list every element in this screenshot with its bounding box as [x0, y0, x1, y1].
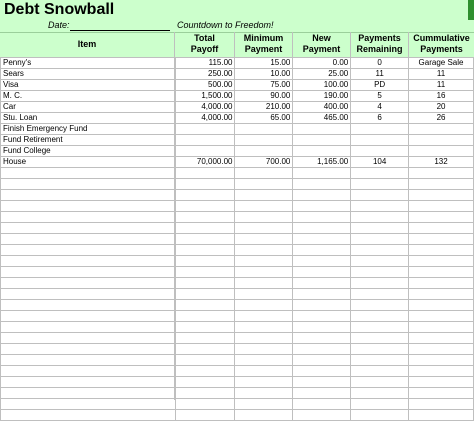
- cell-remaining[interactable]: [351, 124, 409, 135]
- table-row-empty: [1, 267, 474, 278]
- table-row: [1, 58, 474, 69]
- cell-empty[interactable]: [1, 179, 176, 190]
- cell-empty[interactable]: [409, 223, 474, 234]
- cell-empty[interactable]: [175, 377, 235, 388]
- cell-item[interactable]: Fund College: [1, 146, 176, 157]
- cell-empty[interactable]: [293, 333, 351, 344]
- cell-cumulative[interactable]: Garage Sale: [409, 58, 474, 69]
- cell-empty[interactable]: [175, 245, 235, 256]
- table-row-empty: [1, 333, 474, 344]
- cell-empty[interactable]: [351, 223, 409, 234]
- cell-empty[interactable]: [175, 278, 235, 289]
- header-total-line2: Payoff: [190, 44, 219, 54]
- debt-table-body: [1, 58, 474, 421]
- cell-empty[interactable]: [409, 355, 474, 366]
- cell-cumulative[interactable]: 26: [409, 113, 474, 124]
- cell-empty[interactable]: [1, 234, 176, 245]
- cell-empty[interactable]: [1, 256, 176, 267]
- cell-minimum[interactable]: 700.00: [235, 157, 293, 168]
- header-cumulative-line1: Cummulative: [413, 33, 470, 43]
- header-new-payment[interactable]: [293, 32, 350, 56]
- cell-empty[interactable]: [293, 366, 351, 377]
- header-total-payoff[interactable]: [175, 32, 234, 56]
- cell-empty[interactable]: [293, 201, 351, 212]
- cell-empty[interactable]: [351, 234, 409, 245]
- cell-empty[interactable]: [351, 311, 409, 322]
- cell-cumulative[interactable]: 132: [409, 157, 474, 168]
- debt-table: [0, 57, 474, 421]
- table-row-empty: [1, 377, 474, 388]
- cell-empty[interactable]: [351, 267, 409, 278]
- cell-empty[interactable]: [235, 344, 293, 355]
- table-row-empty: [1, 300, 474, 311]
- cell-empty[interactable]: [351, 355, 409, 366]
- cell-empty[interactable]: [235, 333, 293, 344]
- cell-empty[interactable]: [1, 245, 176, 256]
- cell-empty[interactable]: [293, 234, 351, 245]
- table-row: [1, 135, 474, 146]
- cell-item[interactable]: Penny's: [1, 58, 176, 69]
- cell-empty[interactable]: [409, 333, 474, 344]
- cell-empty[interactable]: [293, 179, 351, 190]
- cell-new[interactable]: 0.00: [293, 58, 351, 69]
- cell-empty[interactable]: [293, 355, 351, 366]
- cell-remaining[interactable]: 104: [351, 157, 409, 168]
- cell-empty[interactable]: [235, 410, 293, 421]
- cell-empty[interactable]: [409, 245, 474, 256]
- header-item[interactable]: [0, 32, 174, 56]
- cell-cumulative[interactable]: [409, 124, 474, 135]
- table-row-empty: [1, 212, 474, 223]
- table-row-empty: [1, 278, 474, 289]
- countdown-text: Countdown to Freedom!: [177, 20, 274, 30]
- sheet-title: Debt Snowball: [4, 1, 115, 18]
- cell-remaining[interactable]: 0: [351, 58, 409, 69]
- cell-empty[interactable]: [235, 311, 293, 322]
- table-row-empty: [1, 311, 474, 322]
- cell-empty[interactable]: [351, 168, 409, 179]
- cell-empty[interactable]: [235, 190, 293, 201]
- table-row-empty: [1, 289, 474, 300]
- cell-empty[interactable]: [235, 388, 293, 399]
- cell-empty[interactable]: [175, 201, 235, 212]
- date-label: Date:: [48, 20, 70, 30]
- cell-empty[interactable]: [409, 267, 474, 278]
- cell-empty[interactable]: [293, 388, 351, 399]
- cell-empty[interactable]: [235, 212, 293, 223]
- cell-empty[interactable]: [1, 388, 176, 399]
- cell-empty[interactable]: [175, 256, 235, 267]
- table-row: [1, 80, 474, 91]
- cell-empty[interactable]: [175, 212, 235, 223]
- cell-empty[interactable]: [351, 179, 409, 190]
- cell-minimum[interactable]: 210.00: [235, 102, 293, 113]
- cell-empty[interactable]: [1, 300, 176, 311]
- cell-empty[interactable]: [1, 399, 176, 410]
- cell-empty[interactable]: [293, 256, 351, 267]
- cell-empty[interactable]: [1, 333, 176, 344]
- header-total-line1: Total: [194, 33, 215, 43]
- cell-empty[interactable]: [175, 234, 235, 245]
- table-row: [1, 157, 474, 168]
- cell-empty[interactable]: [351, 245, 409, 256]
- header-minimum-line1: Minimum: [243, 33, 284, 43]
- cell-remaining[interactable]: 11: [351, 69, 409, 80]
- cell-empty[interactable]: [235, 223, 293, 234]
- cell-remaining[interactable]: 6: [351, 113, 409, 124]
- cell-empty[interactable]: [175, 190, 235, 201]
- cell-remaining[interactable]: PD: [351, 80, 409, 91]
- cell-empty[interactable]: [351, 256, 409, 267]
- table-row-empty: [1, 190, 474, 201]
- table-row-empty: [1, 366, 474, 377]
- cell-empty[interactable]: [409, 311, 474, 322]
- cell-empty[interactable]: [235, 366, 293, 377]
- cell-total[interactable]: [175, 135, 235, 146]
- table-row-empty: [1, 234, 474, 245]
- cell-empty[interactable]: [235, 234, 293, 245]
- cell-remaining[interactable]: [351, 135, 409, 146]
- cell-remaining[interactable]: [351, 146, 409, 157]
- cell-empty[interactable]: [1, 366, 176, 377]
- cell-new[interactable]: 400.00: [293, 102, 351, 113]
- table-row: [1, 102, 474, 113]
- cell-empty[interactable]: [293, 212, 351, 223]
- cell-empty[interactable]: [409, 366, 474, 377]
- cell-empty[interactable]: [409, 278, 474, 289]
- cell-empty[interactable]: [351, 212, 409, 223]
- title-row: [0, 0, 474, 21]
- cell-empty[interactable]: [351, 344, 409, 355]
- cell-empty[interactable]: [351, 289, 409, 300]
- header-minimum-line2: Payment: [244, 44, 283, 54]
- cell-empty[interactable]: [409, 377, 474, 388]
- cell-empty[interactable]: [1, 223, 176, 234]
- cell-empty[interactable]: [235, 322, 293, 333]
- cell-empty[interactable]: [235, 267, 293, 278]
- cell-empty[interactable]: [1, 278, 176, 289]
- table-row: [1, 113, 474, 124]
- cell-empty[interactable]: [351, 410, 409, 421]
- cell-empty[interactable]: [293, 377, 351, 388]
- table-row: [1, 69, 474, 80]
- cell-empty[interactable]: [1, 322, 176, 333]
- cell-minimum[interactable]: 10.00: [235, 69, 293, 80]
- cell-empty[interactable]: [175, 322, 235, 333]
- table-row: [1, 124, 474, 135]
- cell-empty[interactable]: [235, 179, 293, 190]
- cell-empty[interactable]: [351, 399, 409, 410]
- cell-empty[interactable]: [351, 333, 409, 344]
- cell-empty[interactable]: [1, 190, 176, 201]
- cell-empty[interactable]: [351, 201, 409, 212]
- cell-empty[interactable]: [175, 179, 235, 190]
- cell-total[interactable]: 4,000.00: [175, 113, 235, 124]
- cell-item[interactable]: Fund Retirement: [1, 135, 176, 146]
- table-row-empty: [1, 245, 474, 256]
- cell-minimum[interactable]: [235, 146, 293, 157]
- header-new-line2: Payment: [302, 44, 341, 54]
- cell-cumulative[interactable]: 16: [409, 91, 474, 102]
- table-row-empty: [1, 355, 474, 366]
- cell-item[interactable]: Finish Emergency Fund: [1, 124, 176, 135]
- cell-empty[interactable]: [351, 322, 409, 333]
- header-minimum-payment[interactable]: [235, 32, 292, 56]
- cell-minimum[interactable]: 15.00: [235, 58, 293, 69]
- cell-empty[interactable]: [175, 267, 235, 278]
- cell-empty[interactable]: [175, 410, 235, 421]
- cell-empty[interactable]: [409, 322, 474, 333]
- cell-empty[interactable]: [351, 300, 409, 311]
- cell-empty[interactable]: [235, 256, 293, 267]
- cell-empty[interactable]: [1, 201, 176, 212]
- date-field[interactable]: [70, 30, 170, 31]
- cell-empty[interactable]: [235, 355, 293, 366]
- cell-empty[interactable]: [409, 256, 474, 267]
- cell-cumulative[interactable]: 20: [409, 102, 474, 113]
- cell-total[interactable]: 115.00: [175, 58, 235, 69]
- cell-empty[interactable]: [235, 300, 293, 311]
- cell-empty[interactable]: [175, 289, 235, 300]
- cell-new[interactable]: 100.00: [293, 80, 351, 91]
- cell-item[interactable]: Stu. Loan: [1, 113, 176, 124]
- cell-empty[interactable]: [293, 322, 351, 333]
- cell-minimum[interactable]: 75.00: [235, 80, 293, 91]
- cell-new[interactable]: 25.00: [293, 69, 351, 80]
- cell-new[interactable]: [293, 146, 351, 157]
- table-row-empty: [1, 399, 474, 410]
- cell-empty[interactable]: [409, 344, 474, 355]
- cell-empty[interactable]: [409, 399, 474, 410]
- cell-empty[interactable]: [175, 366, 235, 377]
- accent-edge: [468, 0, 474, 20]
- cell-empty[interactable]: [409, 234, 474, 245]
- cell-empty[interactable]: [235, 245, 293, 256]
- table-row-empty: [1, 322, 474, 333]
- table-row: [1, 91, 474, 102]
- cell-total[interactable]: 70,000.00: [175, 157, 235, 168]
- cell-new[interactable]: 190.00: [293, 91, 351, 102]
- cell-empty[interactable]: [175, 388, 235, 399]
- cell-empty[interactable]: [293, 168, 351, 179]
- cell-empty[interactable]: [175, 333, 235, 344]
- cell-empty[interactable]: [409, 168, 474, 179]
- cell-empty[interactable]: [409, 388, 474, 399]
- cell-item[interactable]: Car: [1, 102, 176, 113]
- cell-empty[interactable]: [235, 168, 293, 179]
- cell-empty[interactable]: [293, 300, 351, 311]
- table-row: [1, 146, 474, 157]
- cell-total[interactable]: [175, 146, 235, 157]
- cell-empty[interactable]: [293, 190, 351, 201]
- cell-empty[interactable]: [409, 289, 474, 300]
- cell-new[interactable]: 1,165.00: [293, 157, 351, 168]
- cell-empty[interactable]: [351, 190, 409, 201]
- cell-empty[interactable]: [175, 344, 235, 355]
- header-payments-remaining[interactable]: [351, 32, 408, 56]
- table-row-empty: [1, 388, 474, 399]
- cell-empty[interactable]: [175, 168, 235, 179]
- cell-empty[interactable]: [175, 300, 235, 311]
- cell-empty[interactable]: [409, 201, 474, 212]
- cell-cumulative[interactable]: [409, 146, 474, 157]
- table-row-empty: [1, 256, 474, 267]
- table-row-empty: [1, 223, 474, 234]
- cell-item[interactable]: Visa: [1, 80, 176, 91]
- cell-empty[interactable]: [175, 355, 235, 366]
- header-cumulative-payments[interactable]: [409, 32, 474, 56]
- cell-empty[interactable]: [409, 300, 474, 311]
- cell-empty[interactable]: [409, 190, 474, 201]
- cell-empty[interactable]: [1, 168, 176, 179]
- cell-item[interactable]: House: [1, 157, 176, 168]
- cell-remaining[interactable]: 4: [351, 102, 409, 113]
- cell-total[interactable]: 4,000.00: [175, 102, 235, 113]
- cell-empty[interactable]: [409, 179, 474, 190]
- cell-cumulative[interactable]: 11: [409, 80, 474, 91]
- cell-cumulative[interactable]: 11: [409, 69, 474, 80]
- cell-empty[interactable]: [351, 278, 409, 289]
- cell-item[interactable]: M. C.: [1, 91, 176, 102]
- table-row-empty: [1, 410, 474, 421]
- cell-empty[interactable]: [351, 366, 409, 377]
- cell-empty[interactable]: [1, 311, 176, 322]
- cell-new[interactable]: [293, 124, 351, 135]
- header-item-line2: Item: [77, 38, 97, 49]
- cell-minimum[interactable]: 65.00: [235, 113, 293, 124]
- header-new-line1: New: [312, 33, 331, 43]
- cell-empty[interactable]: [293, 267, 351, 278]
- cell-new[interactable]: 465.00: [293, 113, 351, 124]
- header-remaining-line2: Remaining: [356, 44, 403, 54]
- cell-empty[interactable]: [351, 388, 409, 399]
- cell-minimum[interactable]: [235, 124, 293, 135]
- cell-total[interactable]: 1,500.00: [175, 91, 235, 102]
- cell-empty[interactable]: [235, 377, 293, 388]
- table-row-empty: [1, 201, 474, 212]
- cell-remaining[interactable]: 5: [351, 91, 409, 102]
- cell-empty[interactable]: [351, 377, 409, 388]
- cell-total[interactable]: [175, 124, 235, 135]
- cell-empty[interactable]: [409, 212, 474, 223]
- cell-empty[interactable]: [1, 212, 176, 223]
- cell-empty[interactable]: [409, 410, 474, 421]
- cell-empty[interactable]: [175, 223, 235, 234]
- cell-empty[interactable]: [1, 410, 176, 421]
- cell-empty[interactable]: [175, 399, 235, 410]
- cell-empty[interactable]: [235, 201, 293, 212]
- cell-empty[interactable]: [235, 289, 293, 300]
- cell-empty[interactable]: [235, 399, 293, 410]
- cell-empty[interactable]: [293, 399, 351, 410]
- cell-empty[interactable]: [293, 311, 351, 322]
- cell-empty[interactable]: [293, 289, 351, 300]
- header-cumulative-line2: Payments: [420, 44, 463, 54]
- cell-empty[interactable]: [1, 267, 176, 278]
- cell-empty[interactable]: [293, 410, 351, 421]
- table-row-empty: [1, 344, 474, 355]
- cell-minimum[interactable]: [235, 135, 293, 146]
- cell-empty[interactable]: [293, 344, 351, 355]
- cell-total[interactable]: 500.00: [175, 80, 235, 91]
- cell-empty[interactable]: [1, 344, 176, 355]
- cell-empty[interactable]: [175, 311, 235, 322]
- cell-total[interactable]: 250.00: [175, 69, 235, 80]
- cell-empty[interactable]: [1, 355, 176, 366]
- cell-minimum[interactable]: 90.00: [235, 91, 293, 102]
- cell-empty[interactable]: [293, 245, 351, 256]
- cell-empty[interactable]: [293, 223, 351, 234]
- header-remaining-line1: Payments: [358, 33, 401, 43]
- table-row-empty: [1, 168, 474, 179]
- cell-cumulative[interactable]: [409, 135, 474, 146]
- table-row-empty: [1, 179, 474, 190]
- cell-empty[interactable]: [1, 377, 176, 388]
- cell-empty[interactable]: [235, 278, 293, 289]
- cell-empty[interactable]: [293, 278, 351, 289]
- cell-item[interactable]: Sears: [1, 69, 176, 80]
- cell-new[interactable]: [293, 135, 351, 146]
- cell-empty[interactable]: [1, 289, 176, 300]
